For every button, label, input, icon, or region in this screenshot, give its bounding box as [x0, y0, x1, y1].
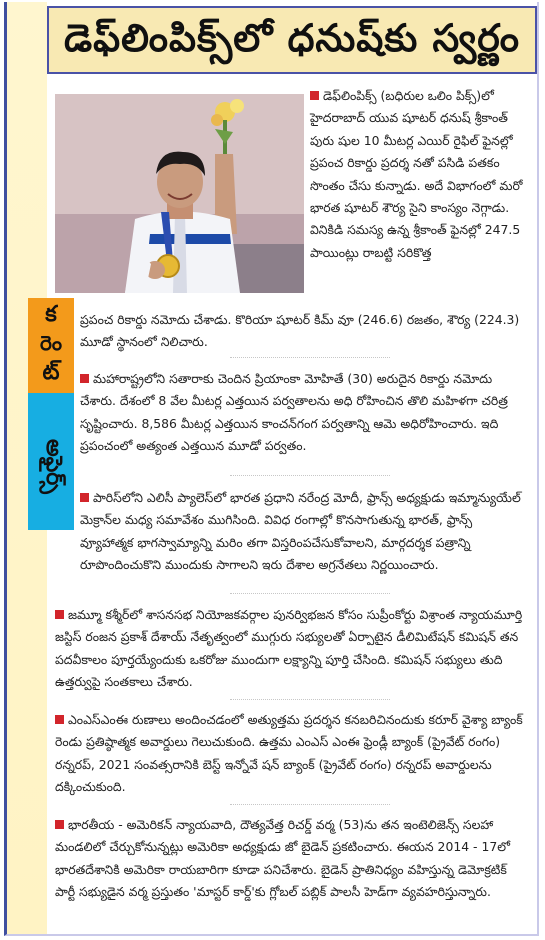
paragraph-1-right-text: డెఫ్‌లింపిక్స్ (బధిరుల ఒలిం పిక్స్)లో హైదరాబాద్ యువ షూటర్ ధనుష్ శ్రీకాంత్ పురు షుల 10 మీటర్ల ఎయిర్ రైఫిల్ ఫైనల్లో ప్రపంచ రికార్డు ప్రదర్శ నతో పసిడి పతకం సొంతం చేసు కున్నాడు. అదే విభాగంలో మరో భారత షూటర్ శౌర్య సైని కాంస్యం నెగ్గాడు. వినికిడి సమస్య ఉన్న శ్రీకాంత్ ఫైనల్లో 247.5 పాయింట్లు రాబట్టి సరికొత్త: [310, 88, 523, 260]
paragraph-3-text: పారిస్‌లోని ఎలిసీ ప్యాలెస్‌లో భారత ప్రధాని నరేంద్ర మోదీ, ఫ్రాన్స్ అధ్యక్షుడు ఇమ్మాన్యుయేల్ మెక్రాన్‌ల మధ్య సమావేశం ముగిసింది. వివిధ రంగాల్లో కొనసాగుతున్న భారత్, ఫ్రాన్స్ వ్యూహాత్మక భాగస్వామ్యాన్ని మరిం తగా విస్తరింపచేసుకోవాలని, మార్గదర్శక పత్రాన్ని రూపొందించుకొని ముందుకు సాగాలని ఇరు దేశాల అగ్రనేతలు నిర్ణయించారు.: [80, 490, 521, 573]
bullet-icon: [55, 610, 64, 619]
bullet-icon: [80, 374, 89, 383]
separator: [230, 804, 390, 805]
tab-char-3: ట్: [42, 360, 60, 385]
tab-char-1: క: [45, 302, 57, 327]
bullet-icon: [55, 715, 64, 724]
tab-orange-block: [28, 298, 74, 393]
separator: [230, 357, 390, 358]
paragraph-1-right: [310, 85, 524, 264]
current-affairs-tab: [28, 298, 74, 530]
paragraph-1-bottom: ప్రపంచ రికార్డు నమోదు చేశాడు. కొరియా షూటర్ కిమ్ వూ (246.6) రజతం, శౌర్య (224.3) మూడో స్థానంలో నిలిచారు.: [80, 312, 520, 350]
paragraph-2: [80, 368, 525, 458]
paragraph-5-text: ఎంఎస్‌ఎంఈ రుణాలు అందించడంలో అత్యుత్తమ ప్రదర్శన కనబరిచినందుకు కరూర్ వైశ్యా బ్యాంక్ రెండు ప్రతిష్ఠాత్మక అవార్డులు గెలుచుకుంది. ఉత్తమ ఎంఎస్ ఎంఈ ఫ్రెండ్లీ బ్యాంక్ (ప్రైవేట్ రంగం) రన్నరప్, 2021 సంవత్సరానికి బెస్ట్ ఇన్నోవే షన్ బ్యాంక్ (ప్రైవేట్ రంగం) రన్నరప్ అవార్డులను దక్కించుకుంది.: [55, 712, 523, 795]
paragraph-3: [80, 487, 525, 577]
paragraph-4-text: జమ్మూ కశ్మీర్‌లో శాసనసభ నియోజకవర్గాల పునర్విభజన కోసం సుప్రీంకోర్టు విశ్రాంత న్యాయమూర్తి జస్టిస్ రంజన ప్రకాశ్ దేశాయ్ నేతృత్వంలో ముగ్గురు సభ్యులతో ఏర్పాటైన డీలిమిటేషన్ కమిషన్ తన పదవీకాలం పూర్తయ్యేందుకు ఒకరోజు ముందుగా లక్ష్యాన్ని పూర్తి చేసింది. కమిషన్ సభ్యులు తుది ఉత్తర్వుపై సంతకాలు చేశారు.: [55, 607, 523, 690]
bullet-icon: [310, 91, 319, 100]
bullet-icon: [55, 820, 64, 829]
paragraph-5: [55, 709, 525, 799]
headline-box: [47, 6, 537, 74]
headline: డెఫ్‌లింపిక్స్‌లో ధనుష్‌కు స్వర్ణం: [64, 16, 520, 60]
separator: [230, 699, 390, 700]
tab-char-2: రెం: [40, 331, 62, 355]
separator: [230, 593, 390, 594]
bullet-icon: [80, 493, 89, 502]
paragraph-6-text: భారతీయ - అమెరికన్ న్యాయవాది, దౌత్యవేత్త రిచర్డ్ వర్మ (53)ను తన ఇంటెలిజెన్స్ సలహా మండలిలో చేర్చుకోనున్నట్లు అమెరికా అధ్యక్షుడు జో బైడెన్ ప్రకటించారు. ఈయన 2014 - 17లో భారతదేశానికి అమెరికా రాయబారిగా కూడా పనిచేశారు. బైడెన్ ప్రాతినిధ్యం వహిస్తున్న డెమోక్రటిక్ పార్టీ సభ్యుడైన వర్మ ప్రస్తుతం 'మాస్టర్ కార్డ్'కు గ్లోబల్ పబ్లిక్ పాలసీ హెడ్‌గా వ్యవహరిస్తున్నారు.: [55, 817, 510, 900]
paragraph-6: [55, 814, 525, 904]
athlete-photo: [55, 94, 304, 293]
paragraph-4: [55, 604, 525, 694]
tab-vertical-text: అఫైర్స్: [41, 438, 66, 494]
separator: [230, 475, 390, 476]
athlete-photo-icon: [55, 94, 304, 293]
paragraph-2-text: మహారాష్ట్రలోని సతారాకు చెందిన ప్రియాంకా మోహితే (30) అరుదైన రికార్డు నమోదు చేశారు. దేశంలో 8 వేల మీటర్ల ఎత్తయిన పర్వతాలను అధి రోహించిన తొలి మహిళగా చరిత్ర సృష్టించారు. 8,586 మీటర్ల ఎత్తయిన కాంచన్‌గంగ పర్వతాన్ని ఆమె అధిరోహించారు. ఇది ప్రపంచంలో అత్యంత ఎత్తయిన మూడో పర్వతం.: [80, 371, 508, 454]
